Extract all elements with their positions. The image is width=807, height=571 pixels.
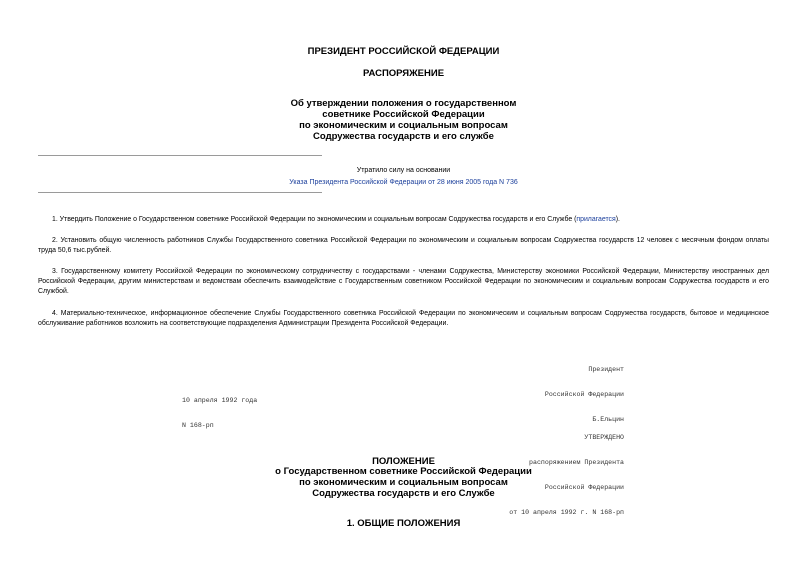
approval-line: распоряжением Президента	[529, 459, 624, 467]
signature-line: Б.Ельцин	[592, 416, 624, 424]
regulation-title-line: Содружества государств и его Службе	[312, 488, 495, 499]
signature-line: Президент	[588, 365, 624, 373]
regulation-title-line: по экономическим и социальным вопросам	[299, 477, 508, 488]
approval-line: от 10 апреля 1992 г. N 168-рп	[509, 509, 624, 517]
title-line: Содружества государств и его службе	[313, 131, 494, 142]
regulation-title	[0, 466, 807, 499]
signature-line: Российской Федерации	[544, 391, 624, 399]
paragraph-1	[38, 215, 769, 225]
section-1-heading: 1. ОБЩИЕ ПОЛОЖЕНИЯ	[346, 518, 461, 529]
paragraph-1-end: ).	[615, 216, 620, 223]
title-line: Об утверждении положения о государственном	[290, 98, 517, 109]
date-block	[182, 380, 257, 439]
order-number: N 168-рп	[182, 422, 214, 430]
regulation-heading: ПОЛОЖЕНИЕ	[372, 456, 435, 467]
attachment-link[interactable]: прилагается	[576, 216, 616, 223]
signing-date: 10 апреля 1992 года	[182, 396, 258, 404]
paragraph-2: 2. Установить общую численность работников Службы Государственного советника Российской Федерации по экономическим и социальным вопросам Содружества государств 12 человек с месячным фондом оплаты труда 50,6 тыс.рублей.	[38, 237, 769, 254]
title-line: советнике Российской Федерации	[322, 109, 485, 120]
divider-top	[38, 155, 322, 156]
repeal-decree-link[interactable]: Указа Президента Российской Федерации от 28 июня 2005 года N 736	[289, 179, 518, 186]
doc-type-heading: РАСПОРЯЖЕНИЕ	[362, 68, 445, 79]
status-text: Утратило силу на основании	[356, 167, 451, 174]
paragraph-4: 4. Материально-техническое, информационное обеспечение Службы Государственного советника Российской Федерации по экономическим и социальным вопросам Содружества государств, бытовое и медицинское обслуживание работников возложить на соответствующие подразделения Администрации Президента Российской Федерации.	[38, 310, 769, 327]
paragraph-3: 3. Государственному комитету Российской Федерации по экономическому сотрудничеству с государствами - членами Содружества, Министерству экономики Российской Федерации, Министерству иностранных дел Российской Федерации, другим министерствам и ведомствам обеспечить взаимодействие с Государственным советником Российской Федерации по экономическим и социальным вопросам Содружества государств и его Службой.	[38, 268, 769, 295]
authority-heading: ПРЕЗИДЕНТ РОССИЙСКОЙ ФЕДЕРАЦИИ	[307, 46, 500, 57]
divider-bottom	[38, 192, 322, 193]
approval-line: УТВЕРЖДЕНО	[584, 433, 624, 441]
paragraph-1-text: 1. Утвердить Положение о Государственном советнике Российской Федерации по экономическим и социальным вопросам Содружества государств и его Службе (	[52, 216, 577, 223]
approval-line: Российской Федерации	[544, 484, 624, 492]
regulation-title-line: о Государственном советнике Российской Федерации	[275, 466, 532, 477]
document-title	[0, 98, 807, 142]
title-line: по экономическим и социальным вопросам	[299, 120, 508, 131]
